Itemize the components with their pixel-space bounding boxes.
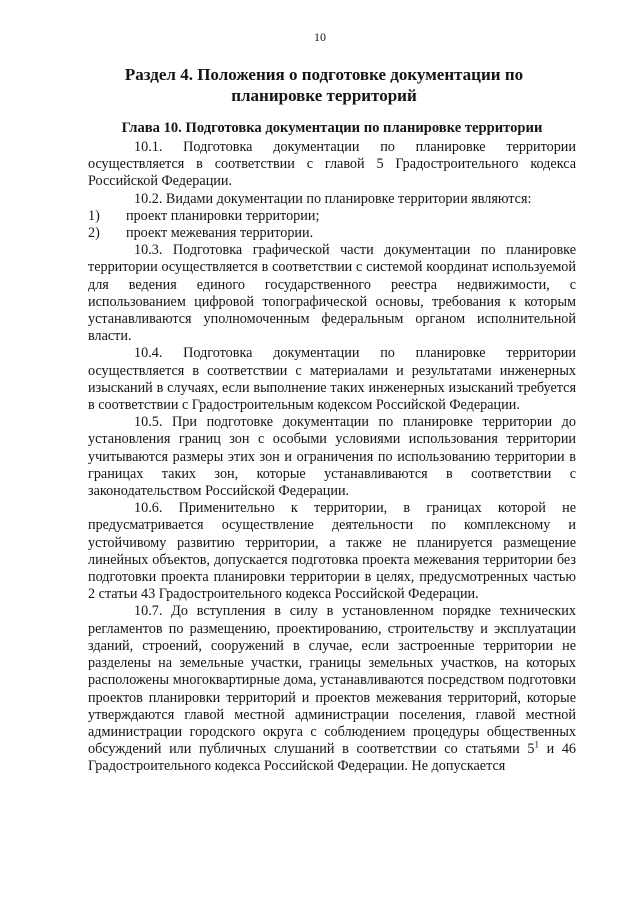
section-title: Раздел 4. Положения о подготовке документации по планировке территорий	[124, 65, 524, 105]
paragraph-10-7-text-end: и 46 Градостроительного кодекса Российской Федерации. Не допускается	[88, 741, 577, 775]
document-body	[88, 139, 576, 776]
list-item-number: 2)	[88, 225, 100, 242]
paragraph-10-7-text-start: 10.7. До вступления в силу в установленном порядке технических регламентов по размещению, проектированию, строительству и эксплуатации зданий, строений, сооружений в случае, если застроенные территории не разделены на земельные участки, границы земельных участков, на которых расположены многоквартирные дома, устанавливаются посредством подготовки проектов планировки территорий и проектов межевания территорий, которые утверждаются главой местной администрации поселения, главой местной администрации городского округа с соблюдением процедуры общественных обсуждений или публичных слушаний в соответствии со статьями 5	[88, 603, 576, 758]
paragraph-10-6: 10.6. Применительно к территории, в границах которой не предусматривается осуществление деятельности по комплексному и устойчивому развитию территории, а также не планируется размещение линейных объектов, допускается подготовка проекта межевания территории без подготовки проекта планировки территории в целях, предусмотренных частью 2 статьи 43 Градостроительного кодекса Российской Федерации.	[88, 500, 576, 603]
paragraph-10-5: 10.5. При подготовке документации по планировке территории до установления границ зон с особыми условиями использования территории учитываются размеры этих зон и ограничения по использованию территории в границах таких зон, которые устанавливаются в соответствии с законодательством Российской Федерации.	[88, 414, 576, 500]
page-number: 10	[314, 30, 326, 44]
paragraph-10-7	[88, 603, 576, 775]
article-superscript: 1	[534, 739, 539, 750]
paragraph-10-4: 10.4. Подготовка документации по планировке территории осуществляется в соответствии с материалами и результатами инженерных изысканий в случаях, если выполнение таких инженерных изысканий требуется в соответствии с Градостроительным кодексом Российской Федерации.	[88, 345, 576, 414]
list-item-text: проект планировки территории;	[126, 207, 320, 224]
list-item	[88, 208, 576, 225]
paragraph-10-3: 10.3. Подготовка графической части документации по планировке территории осуществляется в соответствии с системой координат используемой для ведения единого государственного реестра недвижимости, с использованием цифровой топографической основы, требования к которым устанавливаются уполномоченным федеральным органом исполнительной власти.	[88, 242, 576, 345]
list-item-text: проект межевания территории.	[126, 225, 314, 242]
list-item-number: 1)	[88, 207, 100, 224]
chapter-title: Глава 10. Подготовка документации по планировке территории	[121, 120, 543, 136]
paragraph-10-1: 10.1. Подготовка документации по планировке территории осуществляется в соответствии с главой 5 Градостроительного кодекса Российской Федерации.	[88, 139, 576, 190]
paragraph-10-2: 10.2. Видами документации по планировке территории являются:	[134, 190, 532, 207]
list-item	[88, 225, 576, 242]
